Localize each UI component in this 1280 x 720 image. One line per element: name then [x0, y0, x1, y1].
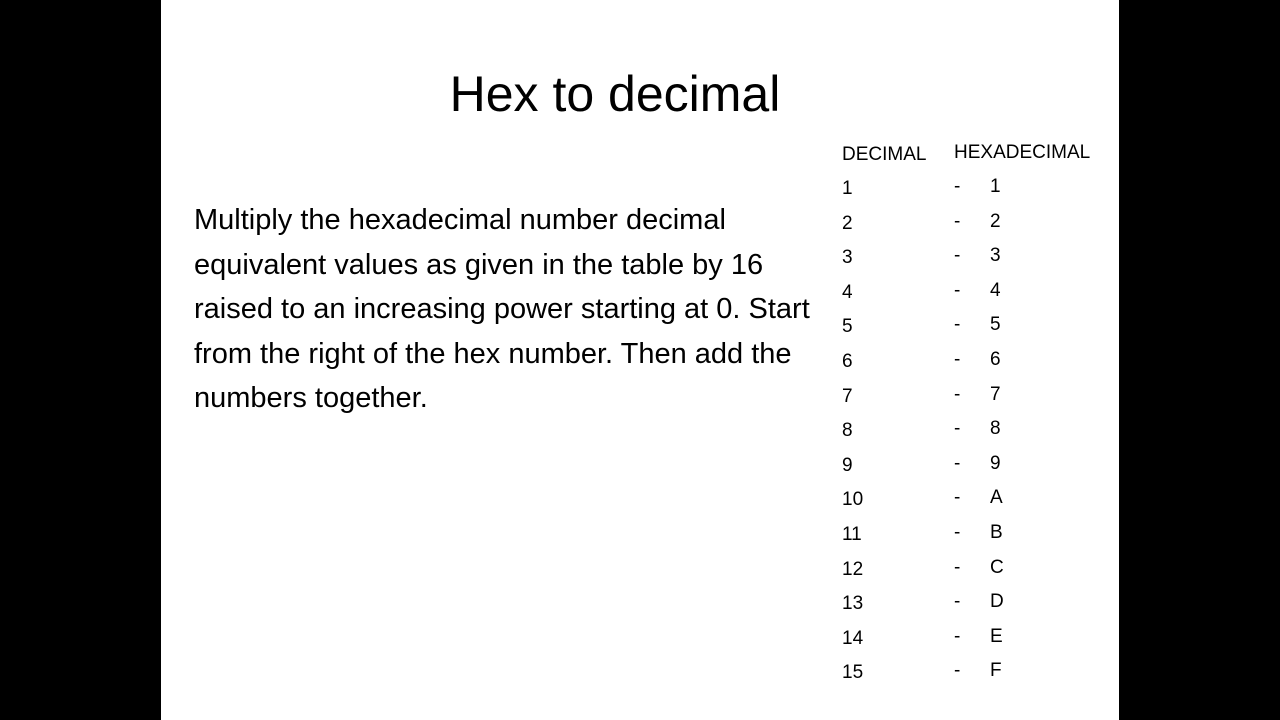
- hex-row: [954, 279, 1004, 314]
- hex-row: [954, 175, 1004, 210]
- decimal-value: 7: [842, 385, 853, 407]
- decimal-column-header: DECIMAL: [842, 144, 927, 165]
- decimal-value: 4: [842, 281, 853, 303]
- decimal-value: 11: [842, 523, 862, 545]
- hex-row: [954, 486, 1004, 521]
- hex-value: 6: [990, 348, 1001, 370]
- hex-row: [954, 417, 1004, 452]
- decimal-value: 6: [842, 350, 853, 372]
- hex-value: A: [990, 487, 1003, 509]
- decimal-value: 15: [842, 662, 864, 684]
- hex-value: B: [990, 521, 1003, 543]
- hex-row: [954, 625, 1004, 660]
- dash-separator: -: [954, 210, 961, 232]
- hex-value: 5: [990, 314, 1001, 336]
- dash-separator: -: [954, 279, 961, 301]
- hex-row: [954, 383, 1004, 418]
- hex-value: 1: [990, 176, 1001, 197]
- dash-separator: -: [954, 625, 961, 647]
- decimal-value: 13: [842, 593, 864, 615]
- slide-title: Hex to decimal: [449, 66, 781, 122]
- hex-value: 7: [990, 383, 1001, 405]
- dash-separator: -: [954, 418, 961, 440]
- hexadecimal-column: [954, 175, 1004, 694]
- hex-value: D: [990, 591, 1004, 613]
- hex-row: [954, 244, 1004, 279]
- dash-separator: -: [954, 176, 961, 197]
- hex-value: 3: [990, 245, 1001, 267]
- hex-row: [954, 348, 1004, 383]
- hex-row: [954, 590, 1004, 625]
- decimal-value: 9: [842, 454, 853, 476]
- hex-row: [954, 210, 1004, 245]
- decimal-value: 10: [842, 489, 864, 511]
- dash-separator: -: [954, 245, 961, 267]
- hex-row: [954, 452, 1004, 487]
- hex-value: 9: [990, 452, 1001, 474]
- hexadecimal-column-header: HEXADECIMAL: [954, 142, 1091, 163]
- dash-separator: -: [954, 660, 961, 682]
- hex-value: E: [990, 625, 1003, 647]
- dash-separator: -: [954, 591, 961, 613]
- decimal-value: 2: [842, 212, 853, 234]
- decimal-value: 5: [842, 316, 853, 338]
- hex-value: 2: [990, 210, 1001, 232]
- hex-row: [954, 313, 1004, 348]
- hex-value: 8: [990, 418, 1001, 440]
- dash-separator: -: [954, 452, 961, 474]
- hex-value: C: [990, 556, 1004, 578]
- dash-separator: -: [954, 521, 961, 543]
- decimal-value: 14: [842, 627, 864, 649]
- hex-row: [954, 659, 1004, 694]
- dash-separator: -: [954, 487, 961, 509]
- hex-row: [954, 556, 1004, 591]
- dash-separator: -: [954, 348, 961, 370]
- decimal-column: [842, 177, 863, 696]
- decimal-value: 8: [842, 420, 853, 442]
- dash-separator: -: [954, 383, 961, 405]
- dash-separator: -: [954, 314, 961, 336]
- decimal-value: 3: [842, 247, 853, 269]
- slide: [161, 0, 1119, 720]
- hex-value: F: [990, 660, 1002, 682]
- decimal-value: 12: [842, 558, 864, 580]
- hex-row: [954, 521, 1004, 556]
- slide-body-text: Multiply the hexadecimal number decimal equivalent values as given in the table by 16 raised to an increasing power starting at 0. Start from the right of the hex number. Then add the numbers together.: [194, 204, 810, 415]
- dash-separator: -: [954, 556, 961, 578]
- decimal-value: 1: [842, 178, 853, 199]
- hex-value: 4: [990, 279, 1001, 301]
